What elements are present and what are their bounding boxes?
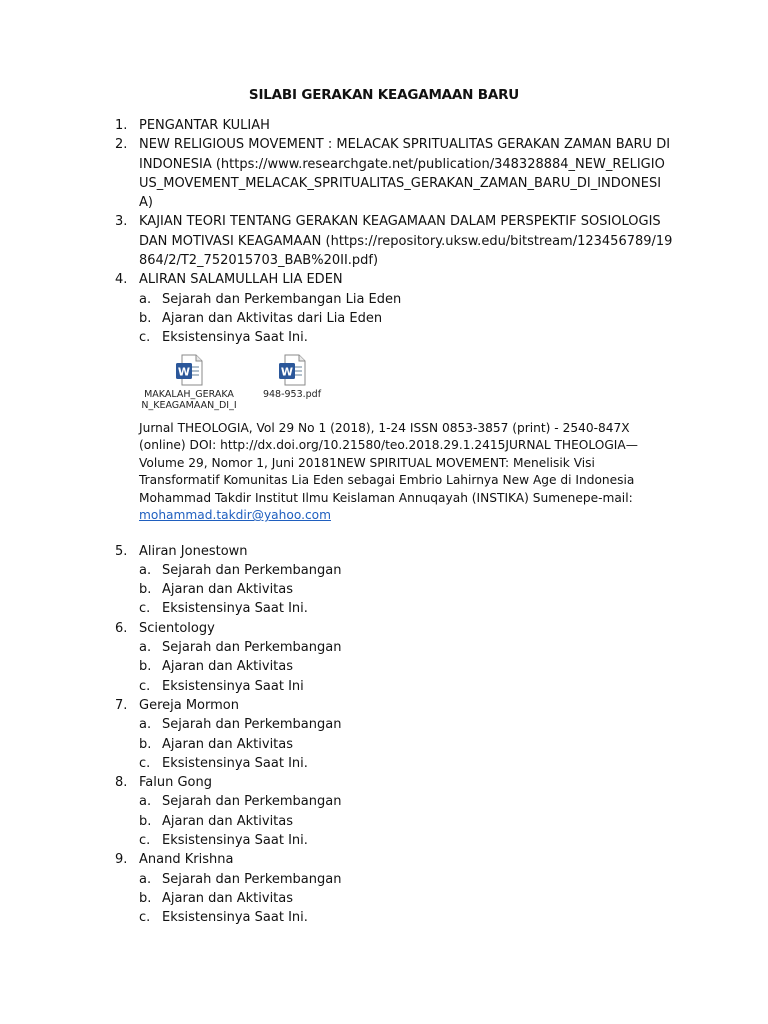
sub-list-item (0, 889, 768, 908)
sub-list-item (0, 792, 768, 811)
sub-list-letter: c. (139, 910, 151, 926)
sub-list-item (0, 715, 768, 734)
list-item (0, 270, 768, 289)
sub-list-item (0, 677, 768, 696)
sub-list-letter: b. (139, 736, 152, 752)
list-item (0, 212, 768, 270)
sub-list-letter: b. (139, 310, 152, 326)
sub-list-item (0, 754, 768, 773)
sub-list-item (0, 638, 768, 657)
sub-list-text: Ajaran dan Aktivitas (162, 890, 294, 906)
sub-list-item (0, 812, 768, 831)
list-item (0, 850, 768, 869)
reference-text: Jurnal THEOLOGIA, Vol 29 No 1 (2018), 1-24 ISSN 0853-3857 (print) - 2540-847X (online) DOI: http://dx.doi.org/10.21580/teo.2018.29.1.2415JURNAL THEOLOGIA—Volume 29, Nomor 1, Juni 20181NEW SPIRITUAL MOVEMENT: Menelisik Visi Transformatif Komunitas Lia Eden sebagai Embrio Lahirnya New Age di Indonesia Mohammad Takdir Institut Ilmu Keislaman Annuqayah (INSTIKA) Sumenepe-mail: (139, 420, 638, 505)
sub-list-item (0, 735, 768, 754)
sub-list-item (0, 290, 768, 309)
sub-list-item (0, 870, 768, 889)
sub-list-text: Sejarah dan Perkembangan (162, 794, 342, 810)
sub-list-text: Ajaran dan Aktivitas dari Lia Eden (162, 310, 383, 326)
sub-list-letter: b. (139, 890, 152, 906)
sub-list-letter: c. (139, 678, 151, 694)
list-item-text: NEW RELIGIOUS MOVEMENT : MELACAK SPRITUALITAS GERAKAN ZAMAN BARU DI INDONESIA (https://www.researchgate.net/publication/348328884_NEW_RELIGIOUS_MOVEMENT_MELACAK_SPRITUALITAS_GERAKAN_ZAMAN_BARU_DI_INDONESIA) (139, 137, 671, 211)
sub-list-letter: a. (139, 562, 152, 578)
syllabus-content (0, 116, 768, 928)
svg-text:W: W (280, 365, 294, 379)
list-item (0, 696, 768, 715)
list-item-text: Scientology (139, 620, 215, 636)
list-item (0, 135, 768, 212)
list-item (0, 773, 768, 792)
list-item-text: Aliran Jonestown (139, 543, 248, 559)
sub-list-text: Eksistensinya Saat Ini. (162, 833, 308, 849)
attachment-name-line2: N_KEAGAMAAN_DI_I (141, 399, 237, 411)
list-number: 6. (115, 620, 128, 636)
list-item-text: ALIRAN SALAMULLAH LIA EDEN (139, 272, 343, 288)
sub-list-text: Ajaran dan Aktivitas (162, 736, 294, 752)
sub-list-text: Eksistensinya Saat Ini (162, 678, 304, 694)
list-number: 9. (115, 852, 128, 868)
journal-reference (0, 420, 669, 525)
sub-list-letter: c. (139, 833, 151, 849)
sub-list-letter: c. (139, 755, 151, 771)
list-number: 3. (115, 214, 128, 230)
list-number: 1. (115, 118, 128, 133)
sub-list-letter: a. (139, 871, 152, 887)
word-document-icon (277, 354, 307, 386)
sub-list-item (0, 561, 768, 580)
sub-list-item (0, 908, 768, 927)
sub-list-text: Sejarah dan Perkembangan (162, 640, 342, 656)
sub-list-letter: a. (139, 640, 152, 656)
sub-list-letter: b. (139, 659, 152, 675)
syllabus-list-part-2 (0, 542, 768, 928)
sub-list-letter: a. (139, 291, 152, 307)
list-item-text: Anand Krishna (139, 852, 234, 868)
list-number: 4. (115, 272, 128, 288)
sub-list-letter: b. (139, 813, 152, 829)
svg-text:W: W (177, 365, 191, 379)
sub-list-item (0, 831, 768, 850)
word-document-icon (174, 354, 204, 386)
sub-list-letter: a. (139, 794, 152, 810)
email-link[interactable]: mohammad.takdir@yahoo.com (139, 508, 331, 523)
list-number: 5. (115, 543, 128, 559)
list-item (0, 542, 768, 561)
sub-list-text: Sejarah dan Perkembangan (162, 871, 342, 887)
attachment-makalah[interactable] (139, 354, 239, 411)
attachment-name-line1: MAKALAH_GERAKA (144, 388, 234, 400)
list-number: 8. (115, 775, 128, 791)
sub-list-item (0, 580, 768, 599)
list-item (0, 116, 768, 135)
sub-list-text: Ajaran dan Aktivitas (162, 659, 294, 675)
sub-list-item (0, 657, 768, 676)
list-item-text: Falun Gong (139, 775, 212, 791)
sub-list-text: Sejarah dan Perkembangan (162, 717, 342, 733)
document-title: SILABI GERAKAN KEAGAMAAN BARU (248, 87, 520, 103)
sub-list-text: Sejarah dan Perkembangan (162, 562, 342, 578)
sub-list-letter: c. (139, 330, 151, 346)
spacer (0, 525, 768, 542)
sub-list-item (0, 309, 768, 328)
list-item-text: Gereja Mormon (139, 697, 239, 713)
sub-list-item (0, 328, 768, 347)
sub-list-text: Ajaran dan Aktivitas (162, 582, 294, 598)
sub-list-letter: b. (139, 582, 152, 598)
list-item-text: KAJIAN TEORI TENTANG GERAKAN KEAGAMAAN DALAM PERSPEKTIF SOSIOLOGIS DAN MOTIVASI KEAGAMAAN (https://repository.uksw.edu/bitstream/123456789/19864/2/T2_752015703_BAB%20II.pdf) (139, 214, 673, 269)
list-number: 7. (115, 697, 128, 713)
attachments-row (139, 348, 768, 414)
list-item (0, 619, 768, 638)
sub-list-letter: a. (139, 717, 152, 733)
syllabus-list-part-1 (0, 116, 768, 348)
sub-list-text: Eksistensinya Saat Ini. (162, 755, 308, 771)
sub-list-letter: c. (139, 601, 151, 617)
sub-list-text: Eksistensinya Saat Ini. (162, 601, 308, 617)
sub-list-text: Sejarah dan Perkembangan Lia Eden (162, 291, 402, 307)
attachment-name-line1: 948-953.pdf (262, 388, 322, 400)
list-item-text: PENGANTAR KULIAH (139, 118, 270, 133)
sub-list-text: Eksistensinya Saat Ini. (162, 910, 308, 926)
sub-list-item (0, 599, 768, 618)
sub-list-text: Ajaran dan Aktivitas (162, 813, 294, 829)
list-number: 2. (115, 137, 128, 153)
attachment-pdf[interactable] (252, 354, 332, 400)
sub-list-text: Eksistensinya Saat Ini. (162, 330, 308, 346)
